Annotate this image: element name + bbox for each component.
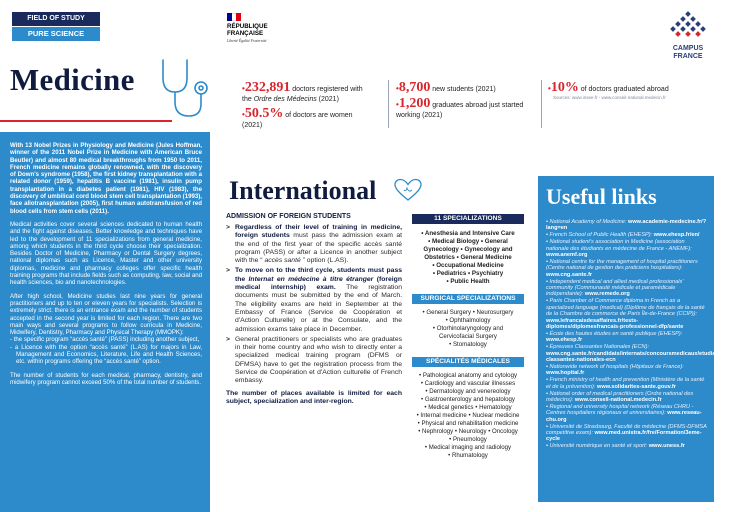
intro-panel [0, 132, 210, 512]
useful-link-item: • Université de Strasbourg, Faculté de médecine (DFMS-DFMSA competitive exam): www.med.unistra.fr/fre/Formation/3eme-cycle [546, 423, 707, 443]
specialization-item: • Rhumatology [448, 452, 488, 459]
french-flag-icon [227, 13, 241, 21]
useful-link-item: • Université numérique en santé et sport: www.uness.fr [546, 443, 685, 450]
useful-link-item: • École des hautes études en santé publique (EHESP): www.ehesp.fr [546, 330, 683, 344]
admission-item: > To move on to the third cycle, students must pass the Internat en médecine à titre étranger (foreign medical internship) exam. The registration documents must be submitted by the end of March. The eligibility exams are held in September at the Embassy of France (Service de Coopération et d'Action Culturelle) or at the Consulate, and the admission exams take place in December. [226, 267, 402, 333]
admission-item: > General practitioners or specialists who are graduates in their home country and who wish to directly enter a specialized medical training program (DFMS or DFMSA) have to get the registration process from the Service de Coopération et d'Action culturelle of French embassy. [226, 335, 402, 385]
useful-link-item: • National centre for the management of hospital practitioners (Centre national de gestion des praticiens hospitaliers): www.cng.sante.fr [546, 258, 698, 278]
surgical-list [412, 309, 524, 349]
useful-link-url[interactable]: www.solidarites-sante.gouv.fr [597, 383, 676, 390]
medical-list [412, 372, 524, 460]
specialization-item: • Otorhinolaryngology and [432, 325, 504, 332]
stat-women-doctors: •50.5% of doctors are women (2021) [242, 106, 353, 129]
useful-link-item: • National Academy of Medicine: www.academie-medecine.fr/?lang=en [546, 219, 707, 232]
stats-source: Sources: www.insee.fr - www.conseil-national.medecin.fr [553, 95, 666, 100]
useful-link-url[interactable]: www.cng.sante.fr [546, 271, 593, 278]
intro-paragraph: With 13 Nobel Prizes in Physiology and Medicine (Jules Hoffman, winner of the 2011 Nobel Prize in Medicine with American Bruce Beutler) and almost 80 medical breakthroughs from 1950 to 2011, French medicine remains globally renowned, with the discovery of Down's syndrome (1958), the first kidney transplantation with a related donor (1959), hepatitis B vaccine (1981), insulin pump transplantation in a diabetes patient (1981), HIV (1983), the discovery of umbilical cord blood stem cell transplantation (1993), face allotransplantation (2005), first human autotransfusion of red blood cells from stem cells (2011). [10, 142, 202, 215]
intro-paragraph: Medical activities cover several sciences dedicated to human health and the fight against diseases. Better knowledge and techniques have led to the development of 11 specializations from general medicine, among which students in the third cycle choose their specialization. Besides Doctor of Medicine, Pharmacy or Dental Surgery degrees, national diplomas such as Licence, Master and other university diplomas, medicine and pharmacy colleges offer specific health training programs that include fields such as computing, law, social and health sciences, bio and nanotechnologies. [10, 220, 202, 287]
republique-francaise-logo [227, 13, 287, 43]
stat-number: 232,891 [244, 80, 291, 95]
intro-paragraph: After high school, Medicine studies last nine years for general practitioners and up to ten or eleven years for specialists. Selection is extremely strict: there is an entrance exam and the number of students accepted in the second year is limited for each region. There are two main ways and several programs to follow curricula in Medicine, Midwifery, Dentistry, Pharmacy and Physical Therapy (MMOPK): [10, 292, 202, 337]
useful-link-url[interactable]: www.lefrancaisdesaffaires.fr/tests-diplomes/diplomesfrancais-professionnel-dfp/sante [546, 317, 684, 330]
admission-item: > Regardless of their level of training in medicine, foreign students must pass the admission exam at the end of the first year of the specific accès santé program (PASS) or after a Licence in another subject with the “ accès santé ” option (L.AS). [226, 224, 402, 265]
campus-france-icon [668, 12, 708, 38]
useful-links-panel [538, 176, 752, 502]
surgical-heading: SURGICAL SPECIALIZATIONS [412, 294, 524, 304]
useful-link-item: • Regional and university hospital network (Réseau CHRU - Centres hospitaliers régionaux et universitaires): www.reseau-chu.org [546, 403, 702, 423]
international-title: International [229, 176, 377, 205]
title-underline [0, 120, 172, 122]
stat-divider [541, 80, 542, 128]
useful-link-url[interactable]: www.remede.org [584, 291, 630, 298]
specialization-item: Obstetrics • General Medicine [424, 254, 512, 261]
stethoscope-icon [155, 58, 211, 120]
specialization-item: • Pathological anatomy and cytology [419, 372, 517, 379]
stat-number: 10% [550, 80, 579, 95]
useful-link-url[interactable]: www.ehesp.fr [546, 337, 583, 344]
useful-link-item: • National order of medical practitioners (Ordre national des médecins): www.conseil-national.medecin.fr [546, 390, 694, 403]
useful-link-url[interactable]: www.reseau-chu.org [546, 410, 702, 423]
heart-icon [393, 178, 423, 202]
admission-heading: ADMISSION OF FOREIGN STUDENTS [226, 213, 351, 220]
specialization-item: • Stomatology [449, 341, 487, 348]
useful-link-item: • Paris Chamber of Commerce diploma in French as a specialized language (medical) (Diplôme de français de la santé de la Chambre de commerce de Paris Île-de-France (CCIP)): www.lefrancaisdesaffaires.fr/tests-diplomes/diplomesfrancais-professionnel-dfp/sante [546, 298, 705, 330]
specialization-item: • General Surgery • Neurosurgery [422, 309, 514, 316]
useful-link-url[interactable]: www.uness.fr [648, 443, 685, 450]
useful-link-item: • National student's association in Medicine (association nationale des étudiants en médecine de France - ANEMF): www.anemf.org [546, 239, 692, 259]
places-note: The number of places available is limited for each subject, specialization and inter-region. [226, 389, 402, 405]
specialization-item: • Gastroenterology and hepatology [421, 396, 515, 403]
stat-number: 50.5% [244, 106, 284, 121]
useful-links-title: Useful links [546, 184, 657, 209]
useful-links-list [546, 219, 752, 450]
international-section [226, 224, 402, 406]
stat-doctors-graduated-abroad: •10% of doctors graduated abroad [548, 80, 669, 95]
specialization-item: • Occupational Medicine [432, 262, 504, 269]
field-of-study-label: FIELD OF STUDY [12, 12, 100, 26]
specialization-item: • Nephrology • Neurology • Oncology [418, 428, 518, 435]
useful-link-item: • French School of Public Health (EHESP): www.ehesp.fr/en/ [546, 232, 700, 239]
specialization-item: • Pneumology [449, 436, 487, 443]
specializations-list [412, 230, 524, 286]
stat-graduates-abroad: •1,200 graduates abroad just started working (2021) [396, 96, 524, 119]
useful-link-item: • Nationwide network of hospitals (Hôpitaux de France): www.hopital.fr [546, 363, 684, 377]
specializations-column [412, 214, 524, 460]
page-title: Medicine [10, 62, 135, 97]
stat-new-students: •8,700 new students (2021) [396, 80, 496, 95]
specialization-item: • Medical imaging and radiology [424, 444, 512, 451]
stat-number: 1,200 [398, 96, 431, 111]
stat-doctors-registered: •232,891 doctors registered with the Ordre des Médecins (2021) [242, 80, 363, 103]
specialization-item: • Medical genetics • Hematology [424, 404, 512, 411]
rf-motto: Liberté Égalité Fraternité [227, 39, 267, 43]
useful-link-url[interactable]: www.anemf.org [546, 252, 588, 259]
specialization-item: • Anesthesia and Intensive Care [421, 230, 515, 237]
useful-link-url[interactable]: www.hopital.fr [546, 370, 585, 377]
intro-paragraph: The number of students for each medical, pharmacy, dentistry, and midwifery program cannot exceed 50% of the total number of students. [10, 371, 202, 386]
campus-france-name: CAMPUS FRANCE [672, 45, 704, 60]
useful-link-item: • Independent medical and allied medical professionals' community (Communauté médicale et paramédicale indépendante): www.remede.org [546, 278, 684, 298]
field-of-study-value: PURE SCIENCE [12, 27, 100, 41]
specialization-item: • Cardiology and vascular illnesses [420, 380, 516, 387]
specialization-item: Gynecology • Gynecology and [423, 246, 513, 253]
useful-link-item: • French ministry of health and prevention (Ministère de la santé et de la prévention): www.solidarites-sante.gouv.fr [546, 377, 705, 390]
useful-link-url[interactable]: www.conseil-national.medecin.fr [574, 396, 662, 403]
specialization-item: • Public Health [446, 278, 490, 285]
useful-link-url[interactable]: www.cng.sante.fr/candidats/internats/concoursmedicaux/etudiants/epreuves-classantes-nationales-ecn [546, 350, 752, 364]
specialization-item: • Physical and rehabilitation medicine [417, 420, 519, 427]
specialization-item: • Medical Biology • General [428, 238, 508, 245]
specialization-item: • Pediatrics • Psychiatry [432, 270, 504, 277]
useful-link-url[interactable]: www.ehesp.fr/en/ [653, 232, 700, 239]
stat-number: 8,700 [398, 80, 431, 95]
specializations-heading: 11 SPECIALIZATIONS [412, 214, 524, 224]
medical-heading: SPÉCIALITÉS MÉDICALES [412, 357, 524, 367]
specialization-item: Cervicofacial Surgery [439, 333, 497, 340]
useful-link-url[interactable]: www.med.unistra.fr/fre/Formation/3eme-cycle [546, 430, 702, 443]
specialization-item: • Ophthalmology [445, 317, 491, 324]
useful-link-item: • Épreuves Classantes Nationales (ECN): www.cng.sante.fr/candidats/internats/concoursmedicaux/etudiants/epreuves-classantes-nationales-ecn [546, 344, 752, 364]
specialization-item: • Internal medicine • Nuclear medicine [416, 412, 520, 419]
specialization-item: • Dermatology and venereology [425, 388, 511, 395]
intro-list-item: - a Licence with the option “accès santé” (L.AS) for majors in Law, Management and Economics, Literature, Life and Health Sciences, etc. within programs offering the “accès santé” option. [10, 343, 202, 366]
intro-list-item: - the specific program “accès santé” (PASS) including another subject, [10, 336, 200, 344]
stat-divider [388, 80, 389, 128]
useful-link-url[interactable]: www.academie-medecine.fr/?lang=en [546, 219, 707, 232]
campus-france-logo [662, 12, 714, 60]
rf-name: RÉPUBLIQUE FRANÇAISE [227, 23, 268, 37]
